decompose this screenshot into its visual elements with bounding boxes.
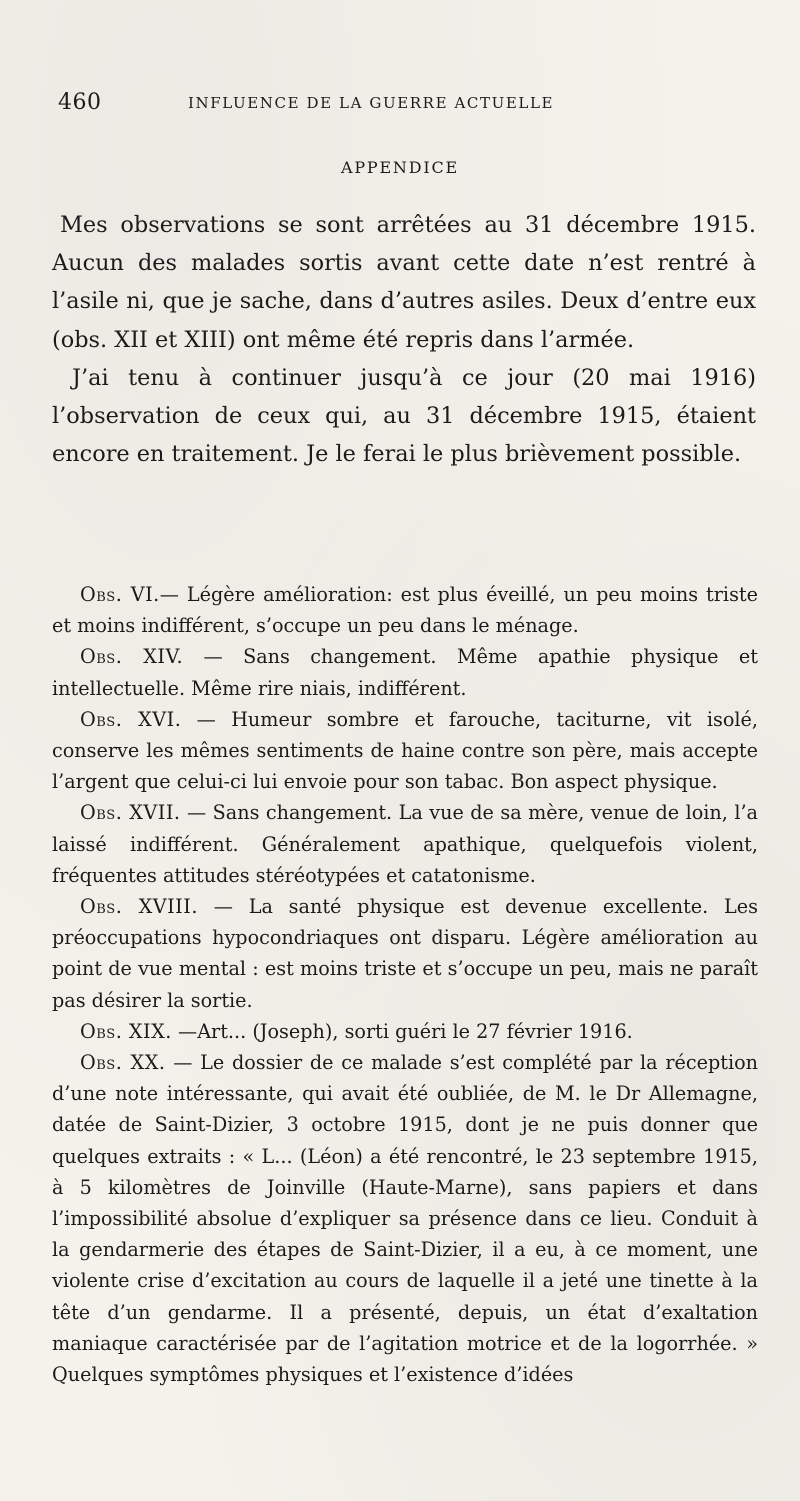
observation-entry (52, 891, 758, 1016)
observation-text: —Art... (Joseph), sorti guéri le 27 février 1916. (178, 1019, 633, 1043)
observation-entry (52, 579, 758, 641)
observation-entry (52, 1047, 758, 1390)
intro-paragraph: J’ai tenu à continuer jusqu’à ce jour (20 mai 1916) l’observation de ceux qui, au 31 décembre 1915, étaient encore en traitement. Je le ferai le plus brièvement possible. (52, 364, 756, 468)
observation-text: — Humeur sombre et farouche, taciturne, vit isolé, conserve les mêmes sentiments de haine contre son père, mais accepte l’argent que celui-ci lui envoie pour son tabac. Bon aspect physique. (52, 707, 758, 794)
observation-text: — Le dossier de ce malade s’est complété par la réception d’une note intéressante, qui avait été oubliée, de M. le Dr Allemagne, datée de Saint-Dizier, 3 octobre 1915, dont je ne puis donner que quelques extraits : « L... (Léon) a été rencontré, le 23 septembre 1915, à 5 kilomètres de Joinville (Haute-Marne), sans papiers et dans l’impossibilité absolue d’expliquer sa présence dans ce lieu. Conduit à la gendarmerie des étapes de Saint-Dizier, il a eu, à ce moment, une violente crise d’excitation au cours de laquelle il a jeté une tinette à la tête d’un gendarme. Il a présenté, depuis, un état d’exaltation maniaque caractérisée par de l’agitation motrice et de la logorrhée. » Quelques symptômes physiques et l’existence d’idées (52, 1051, 758, 1387)
observation-text: — Sans changement. La vue de sa mère, venue de loin, l’a laissé indifférent. Généralement apathique, quelquefois violent, fréquentes attitudes stéréotypées et catatonisme. (52, 801, 758, 887)
intro-text (52, 206, 756, 473)
observation-label: Obs. VI. (80, 583, 160, 606)
section-title: APPENDICE (340, 158, 460, 177)
running-header (58, 90, 756, 120)
observation-text: — La santé physique est devenue excellente. Les préoccupations hypocondriaques ont disparu. Légère amélioration au point de vue mental : est moins triste et s’occupe un peu, mais ne paraît pas désirer la sortie. (52, 895, 758, 1012)
observation-label: Obs. XIV. (80, 645, 184, 669)
observation-entry (52, 641, 758, 703)
page-number: 460 (58, 90, 102, 115)
intro-paragraph: Mes observations se sont arrêtées au 31 décembre 1915. Aucun des malades sortis avant cette date n’est rentré à l’asile ni, que je sache, dans d’autres asiles. Deux d’entre eux (obs. XII et XIII) ont même été repris dans l’armée. (52, 212, 756, 353)
observation-label: Obs. XIX. (80, 1019, 172, 1043)
observation-label: Obs. XVII. (80, 801, 181, 825)
observation-text: — Sans changement. Même apathie physique et intellectuelle. Même rire niais, indifférent. (52, 645, 758, 700)
observation-entry (52, 704, 758, 798)
observation-entry (52, 797, 758, 891)
observation-label: Obs. XVIII. (80, 895, 198, 919)
observation-text: — Légère amélioration: est plus éveillé, un peu moins triste et moins indifférent, s’occupe un peu dans le ménage. (52, 583, 758, 638)
observations-list (52, 579, 758, 1390)
observation-label: Obs. XVI. (80, 707, 182, 731)
observation-label: Obs. XX. (80, 1051, 166, 1075)
observation-entry (52, 1016, 758, 1047)
running-title: INFLUENCE DE LA GUERRE ACTUELLE (188, 94, 555, 112)
